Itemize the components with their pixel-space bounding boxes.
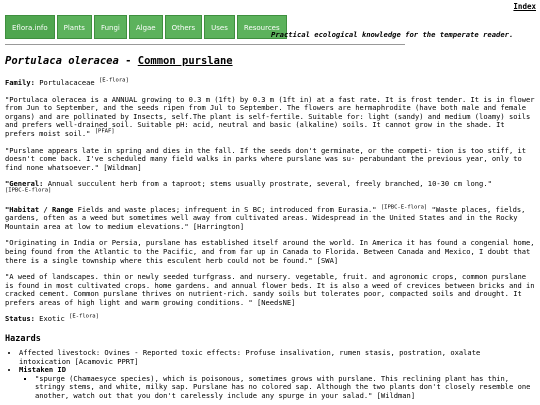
status-value: Exotic [34, 314, 70, 324]
habitat-harrington-text: "Waste places, fields, gardens, often as a weed but sometimes well away from cultivated areas. Widespread in the United States and in the Rocky Mountain area at low to medium elevations." [Harrington] [5, 204, 526, 231]
weed-paragraph: "A weed of landscapes. thin or newly seeded turfgrass. and nursery. vegetable, fruit. and agronomic crops, common purslane is found in most cultivated crops. home gardens. and annual flower beds. It is also a weed of crevices between bricks and in cracked cement. Common purslane thrives on nutrient-rich. sandy soils but tolerates poor, compacted soils and drought. It prefers areas of high light and warm growing conditions. " [NeedsNE] [5, 272, 535, 307]
hazard-livestock-item: • Affected livestock: Ovines - Reported toxic effects: Profuse insalivation, rumen stasis, postration, oxalate intoxication [Acamovic PPRT] [19, 349, 535, 366]
status-citation: [E-flora] [69, 314, 99, 321]
general-label: "General: [5, 179, 44, 189]
page-title [5, 55, 535, 68]
top-navigation [5, 15, 287, 39]
habitat-citation: [IPBC-E-flora] [380, 204, 428, 211]
tab-resources[interactable]: Resources [237, 15, 287, 39]
latin-name: Portulaca oleracea [5, 55, 119, 67]
habitat-label: "Habitat / Range [5, 204, 74, 214]
header-divider [5, 44, 405, 45]
tab-uses[interactable]: Uses [204, 15, 235, 39]
tab-algae[interactable]: Algae [129, 15, 163, 39]
family-citation: [E-flora] [99, 77, 129, 84]
description-text: "Portulaca oleracea is a ANNUAL growing to 0.3 m (1ft) by 0.3 m (1ft in) at a fast rate. It is frost tender. It is in flower from Jun to September, and the seeds ripen from Jul to September. The flowers are hermaphrodite (have both male and female organs) and are pollinated by Insects, self.The plant is self-fertile. Suitable for: light (sandy) and medium (loamy) soils and prefers well-drained soil. Suitable pH: acid, neutral and basic (alkaline) soils. It cannot grow in the shade. It prefers moist soil." [5, 94, 535, 138]
family-value: Portulacaceae [39, 78, 95, 87]
tab-eflora[interactable]: Eflora.info [5, 15, 55, 39]
general-text: Annual succulent herb from a taproot; stems usually prostrate, several, freely branched, 10-30 cm long." [43, 179, 492, 189]
family-line [5, 79, 535, 88]
origin-paragraph: "Originating in India or Persia, purslane has established itself around the world. In America it has found a congenial home, being found from the Atlantic to the Pacific, and from far up in Canada to Florida. Between Canada and Mexico, I doubt that there is a single township where this esculent herb could not be found." [SWA] [5, 238, 535, 265]
family-label: Family: [5, 78, 35, 87]
wildman-paragraph: "Purslane appears late in spring and dies in the fall. If the seeds don't germinate, or the competi- tion is too stiff, it doesn't come back. I've scheduled many field walks in parks where purslane was su- perabundant the previous year, only to find none whatsoever." [Wildman] [5, 145, 527, 172]
mistaken-id-label: Mistaken ID [19, 365, 66, 375]
status-line [5, 315, 535, 324]
index-link[interactable]: Index [513, 2, 536, 11]
hazard-mistaken-id-item [19, 366, 535, 400]
habitat-text: Fields and waste places; infrequent in S BC; introduced from Eurasia." [73, 204, 377, 214]
general-paragraph [5, 180, 535, 197]
common-name-link[interactable]: Common purslane [137, 55, 233, 67]
tab-plants[interactable]: Plants [57, 15, 92, 39]
tab-others[interactable]: Others [165, 15, 203, 39]
site-tagline: Practical ecological knowledge for the temperate reader. [271, 30, 514, 39]
general-citation: [IPBC-E-flora] [5, 187, 52, 194]
title-separator: - [118, 55, 138, 67]
hazards-heading: Hazards [5, 334, 41, 345]
description-citation: [PFAF] [94, 128, 115, 135]
spurge-warning-item: ▪ "spurge (Chamaesyce species), which is poisonous, sometimes grows with purslane. This reclining plant has thin, stringy stems, and white, milky sap. Purslane has no colored sap. Although the two plants don't closely resemble one another, watch out that you don't carelessly include any spurge in your salad." [Wildman] [35, 375, 535, 401]
description-paragraph [5, 96, 535, 139]
main-content [5, 55, 535, 401]
hazards-list [5, 349, 535, 401]
status-label: Status: [5, 314, 35, 324]
tab-fungi[interactable]: Fungi [94, 15, 127, 39]
habitat-paragraph [5, 206, 535, 232]
